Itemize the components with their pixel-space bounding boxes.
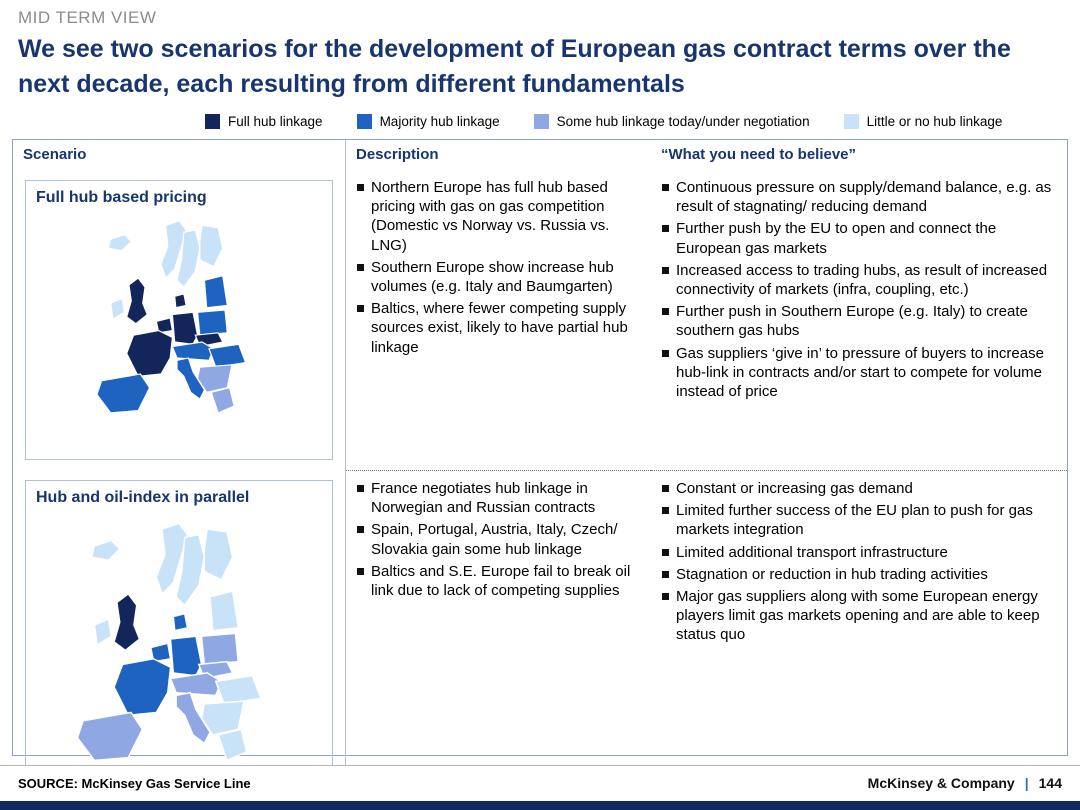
legend-item-full	[205, 114, 323, 129]
legend-label: Majority hub linkage	[379, 114, 500, 129]
bullet-item: Increased access to trading hubs, as result of increased connectivity of markets (infra, coupling, etc.)	[661, 261, 1055, 299]
believe-cell-row1	[651, 170, 1067, 470]
source-note: SOURCE: McKinsey Gas Service Line	[18, 775, 251, 791]
page-number: 144	[1038, 775, 1062, 791]
legend-item-some	[534, 114, 810, 129]
map-region-baltics	[204, 276, 227, 308]
scenario-box-full-hub	[25, 180, 333, 460]
legend-item-majority	[357, 114, 500, 129]
map-region-denmark	[174, 294, 185, 308]
description-cell-row1	[346, 170, 651, 470]
scenario-cell-row2	[13, 470, 346, 810]
column-header-scenario: Scenario	[13, 140, 346, 170]
map-region-uk	[114, 594, 139, 650]
bullet-item: Baltics, where fewer competing supply sources exist, likely to have partial hub linkage	[356, 299, 639, 357]
legend-label: Little or no hub linkage	[866, 114, 1003, 129]
map-region-alps	[172, 342, 213, 360]
bottom-accent-bar	[0, 801, 1080, 810]
legend-label: Full hub linkage	[228, 114, 323, 129]
scenario-table	[12, 139, 1068, 756]
map-region-denmark	[173, 614, 187, 631]
map-region-iberia	[97, 374, 150, 413]
scenario-title: Full hub based pricing	[36, 189, 207, 206]
legend-item-little	[844, 114, 1003, 129]
bullet-item: Baltics and S.E. Europe fail to break oil link due to lack of competing supplies	[356, 562, 639, 600]
description-bullets-row2	[356, 479, 639, 600]
map-region-france	[114, 659, 170, 715]
map-region-finland	[204, 529, 232, 580]
bullet-item: Spain, Portugal, Austria, Italy, Czech/ Slovakia gain some hub linkage	[356, 520, 639, 558]
bullet-item: Constant or increasing gas demand	[661, 479, 1055, 498]
map-region-france	[126, 331, 172, 377]
scenario-cell-row1	[13, 170, 346, 470]
map-region-germany	[172, 312, 197, 344]
page-title: We see two scenarios for the development of European gas contract terms over the next decade, each resulting from different fundamentals	[18, 35, 1011, 98]
legend	[205, 114, 1080, 129]
legend-swatch-little	[844, 114, 859, 129]
footer-divider: |	[1024, 775, 1029, 791]
column-header-believe: “What you need to believe”	[661, 146, 857, 163]
bullet-item: Limited additional transport infrastructure	[661, 543, 1055, 562]
description-bullets-row1	[356, 178, 639, 357]
map-container	[26, 209, 332, 459]
scenario-title: Hub and oil-index in parallel	[36, 489, 250, 506]
bullet-item: Southern Europe show increase hub volumes (e.g. Italy and Baumgarten)	[356, 258, 639, 296]
map-region-hungary-romania	[216, 676, 261, 704]
map-region-alps	[171, 673, 222, 696]
map-region-iceland	[92, 541, 120, 561]
map-region-ireland	[110, 299, 124, 320]
europe-map-scenario1	[65, 214, 294, 454]
map-region-iberia	[77, 713, 142, 761]
believe-cell-row2	[651, 470, 1067, 810]
description-cell-row2	[346, 470, 651, 810]
believe-bullets-row1	[661, 178, 1055, 401]
map-region-uk	[126, 278, 147, 324]
map-region-greece	[218, 729, 246, 760]
bullet-item: Northern Europe has full hub based pricing with gas on gas competition (Domestic vs Norway vs. Russia vs. LNG)	[356, 178, 639, 255]
map-region-poland	[197, 310, 227, 335]
map-region-hungary-romania	[209, 344, 246, 367]
map-region-poland	[202, 634, 239, 665]
legend-swatch-some	[534, 114, 549, 129]
slide-footer	[0, 765, 1080, 801]
map-region-iceland	[108, 235, 131, 251]
brand-footer	[868, 775, 1062, 791]
legend-swatch-full	[205, 114, 220, 129]
bullet-item: Major gas suppliers along with some European energy players limit gas markets opening and are able to keep status quo	[661, 587, 1055, 645]
column-header-description: Description	[356, 146, 439, 163]
bullet-item: France negotiates hub linkage in Norwegian and Russian contracts	[356, 479, 639, 517]
eyebrow-label: MID TERM VIEW	[18, 8, 157, 27]
slide-header	[0, 0, 1080, 102]
bullet-item: Further push in Southern Europe (e.g. Italy) to create southern gas hubs	[661, 302, 1055, 340]
bullet-item: Further push by the EU to open and connect the European gas markets	[661, 219, 1055, 257]
bullet-item: Limited further success of the EU plan to push for gas markets integration	[661, 501, 1055, 539]
bullet-item: Gas suppliers ‘give in’ to pressure of buyers to increase hub-link in contracts and/or start to compete for volume instead of price	[661, 344, 1055, 402]
legend-label: Some hub linkage today/under negotiation	[556, 114, 810, 129]
map-region-germany	[171, 636, 202, 675]
scenario-box-hub-oil-parallel	[25, 480, 333, 810]
believe-bullets-row2	[661, 479, 1055, 645]
bullet-item: Stagnation or reduction in hub trading activities	[661, 565, 1055, 584]
legend-swatch-majority	[357, 114, 372, 129]
map-region-finland	[200, 225, 223, 266]
map-region-baltics	[210, 591, 238, 630]
bullet-item: Continuous pressure on supply/demand balance, e.g. as result of stagnating/ reducing demand	[661, 178, 1055, 216]
map-region-ireland	[94, 620, 111, 645]
company-name: McKinsey & Company	[867, 775, 1015, 791]
map-region-greece	[211, 388, 234, 413]
